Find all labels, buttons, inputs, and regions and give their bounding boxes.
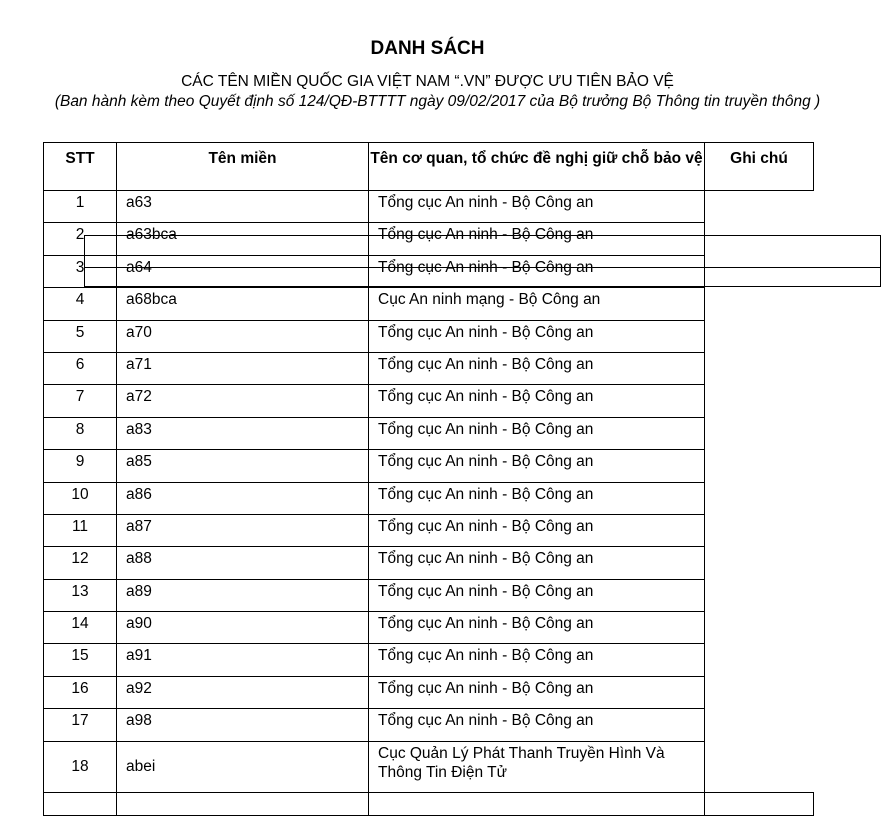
table-row [44, 288, 814, 320]
header-domain: Tên miền [117, 143, 369, 191]
cell-stt: 14 [44, 612, 117, 644]
table-row [44, 676, 814, 708]
cell-domain: a85 [117, 450, 369, 482]
cell-org: Tổng cục An ninh - Bộ Công an [369, 514, 705, 546]
cell-domain: a89 [117, 579, 369, 611]
cell-org: Tổng cục An ninh - Bộ Công an [369, 547, 705, 579]
cell-org: Tổng cục An ninh - Bộ Công an [369, 676, 705, 708]
cell-stt: 13 [44, 579, 117, 611]
cell-domain: a88 [117, 547, 369, 579]
cell-org: Tổng cục An ninh - Bộ Công an [369, 709, 705, 741]
cell-org: Tổng cục An ninh - Bộ Công an [369, 417, 705, 449]
cell-stt: 4 [44, 288, 117, 320]
table-row [44, 741, 814, 792]
table-header-row [44, 143, 814, 191]
table-row-partial [44, 792, 814, 815]
table-row [44, 547, 814, 579]
table-row [44, 579, 814, 611]
cell-domain: a92 [117, 676, 369, 708]
cell-org: Cục Quản Lý Phát Thanh Truyền Hình Và Thông Tin Điện Tử [369, 741, 705, 792]
table-row [44, 450, 814, 482]
cell-domain: a72 [117, 385, 369, 417]
table-row [44, 482, 814, 514]
cell-stt: 5 [44, 320, 117, 352]
table-row [44, 320, 814, 352]
cell-org: Tổng cục An ninh - Bộ Công an [369, 223, 705, 255]
header-note: Ghi chú [705, 143, 814, 191]
cell-domain: a87 [117, 514, 369, 546]
cell-stt: 16 [44, 676, 117, 708]
cell-org: Tổng cục An ninh - Bộ Công an [369, 352, 705, 384]
cell-stt: 15 [44, 644, 117, 676]
table-row [44, 709, 814, 741]
cell-domain: a68bca [117, 288, 369, 320]
cell-stt: 8 [44, 417, 117, 449]
cell-stt: 2 [44, 223, 117, 255]
cell-stt: 3 [44, 255, 117, 287]
cell-note [84, 235, 881, 287]
cell-org: Tổng cục An ninh - Bộ Công an [369, 644, 705, 676]
cell-stt: 10 [44, 482, 117, 514]
document-title: DANH SÁCH [370, 38, 485, 59]
header-stt: STT [44, 143, 117, 191]
cell-domain: abei [117, 741, 369, 792]
table-row [44, 514, 814, 546]
cell-org: Tổng cục An ninh - Bộ Công an [369, 612, 705, 644]
cell-domain: a70 [117, 320, 369, 352]
table-row [44, 352, 814, 384]
cell-domain: a91 [117, 644, 369, 676]
cell-org: Cục An ninh mạng - Bộ Công an [369, 288, 705, 320]
cell-stt: 9 [44, 450, 117, 482]
cell-org: Tổng cục An ninh - Bộ Công an [369, 482, 705, 514]
cell-org: Tổng cục An ninh - Bộ Công an [369, 385, 705, 417]
cell-empty [369, 792, 705, 815]
cell-empty [117, 792, 369, 815]
cell-domain: a86 [117, 482, 369, 514]
cell-stt: 17 [44, 709, 117, 741]
cell-org: Tổng cục An ninh - Bộ Công an [369, 579, 705, 611]
cell-org: Tổng cục An ninh - Bộ Công an [369, 255, 705, 287]
cell-empty [44, 792, 117, 815]
cell-domain: a98 [117, 709, 369, 741]
cell-stt: 7 [44, 385, 117, 417]
domain-table [43, 142, 814, 816]
cell-domain: a64 [117, 255, 369, 287]
table-row [44, 417, 814, 449]
cell-org: Tổng cục An ninh - Bộ Công an [369, 450, 705, 482]
cell-stt: 1 [44, 191, 117, 223]
table-row [44, 612, 814, 644]
cell-domain: a71 [117, 352, 369, 384]
cell-stt: 6 [44, 352, 117, 384]
cell-stt: 18 [44, 741, 117, 792]
table-body [44, 191, 814, 816]
table-row [44, 385, 814, 417]
cell-domain: a63 [117, 191, 369, 223]
cell-stt: 11 [44, 514, 117, 546]
document-note: (Ban hành kèm theo Quyết định số 124/QĐ-BTTTT ngày 09/02/2017 của Bộ trưởng Bộ Thông tin truyền thông ) [54, 93, 821, 110]
cell-domain: a83 [117, 417, 369, 449]
header-org: Tên cơ quan, tổ chức đề nghị giữ chỗ bảo vệ [369, 143, 705, 191]
document-subtitle: CÁC TÊN MIỀN QUỐC GIA VIỆT NAM “.VN” ĐƯỢC ƯU TIÊN BẢO VỆ [181, 73, 674, 90]
cell-domain: a63bca [117, 223, 369, 255]
cell-domain: a90 [117, 612, 369, 644]
cell-stt: 12 [44, 547, 117, 579]
table-row [44, 644, 814, 676]
cell-org: Tổng cục An ninh - Bộ Công an [369, 191, 705, 223]
cell-org: Tổng cục An ninh - Bộ Công an [369, 320, 705, 352]
table-row [44, 191, 814, 223]
cell-empty [705, 792, 814, 815]
